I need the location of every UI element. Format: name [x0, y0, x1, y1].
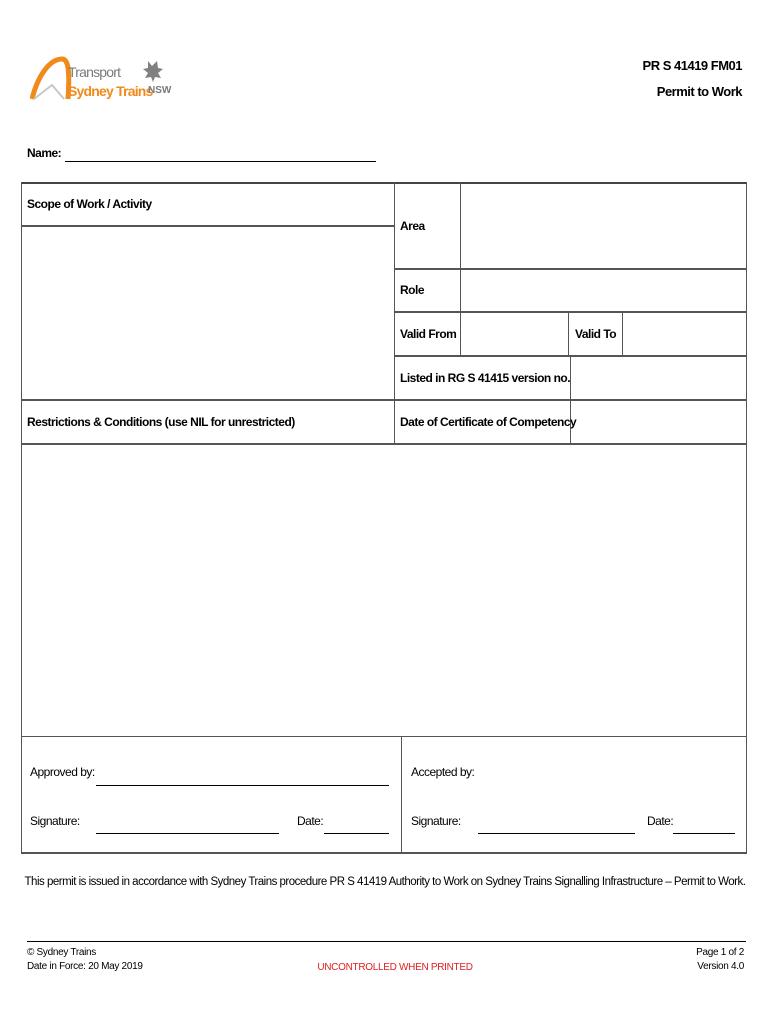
logo-transport-text: Transport: [68, 64, 121, 80]
table-right-border: [746, 182, 747, 852]
permit-statement: This permit is issued in accordance with Sydney Trains procedure PR S 41419 Authority to Work on Sydney Trains Signalling Infrastructure – Permit to Work.: [24, 876, 746, 888]
scope-underline: [21, 225, 394, 227]
document-title: Permit to Work: [656, 84, 742, 99]
footer-page-number: Page 1 of 2: [696, 947, 744, 958]
approver-signature-label: Signature:: [30, 814, 80, 828]
acceptor-signature-line[interactable]: [478, 833, 635, 834]
valid-from-input[interactable]: [461, 313, 568, 354]
uncontrolled-notice: UNCONTROLLED WHEN PRINTED: [317, 962, 473, 973]
logo-nsw-text: NSW: [148, 85, 172, 96]
listed-version-input[interactable]: [571, 357, 745, 398]
name-label: Name:: [27, 146, 62, 160]
valid-from-label: Valid From: [400, 327, 457, 341]
valid-to-label: Valid To: [575, 327, 617, 341]
acceptor-date-label: Date:: [647, 814, 674, 828]
approval-top-border: [21, 736, 746, 737]
listed-version-label: Listed in RG S 41415 version no.: [400, 371, 571, 385]
footer-date-in-force: Date in Force: 20 May 2019: [27, 961, 143, 972]
name-input-line[interactable]: [65, 161, 376, 162]
logo-sydney-trains-text: Sydney Trains: [68, 83, 153, 99]
document-id: PR S 41419 FM01: [642, 58, 742, 73]
table-bottom-border: [21, 852, 747, 854]
certificate-date-label: Date of Certificate of Competency: [400, 415, 577, 429]
scope-label: Scope of Work / Activity: [27, 197, 152, 211]
approval-divider: [401, 736, 402, 852]
restrictions-label: Restrictions & Conditions (use NIL for unrestricted): [27, 415, 295, 429]
approved-by-input-line[interactable]: [96, 785, 389, 786]
approver-signature-line[interactable]: [96, 833, 279, 834]
footer-copyright: © Sydney Trains: [27, 947, 97, 958]
accepted-by-label: Accepted by:: [411, 765, 475, 779]
area-label: Area: [400, 219, 425, 233]
approved-by-label: Approved by:: [30, 765, 95, 779]
acceptor-date-line[interactable]: [673, 833, 735, 834]
footer-rule: [27, 941, 746, 942]
valid-to-left-divider: [568, 312, 569, 355]
approver-date-label: Date:: [297, 814, 324, 828]
footer-version: Version 4.0: [697, 961, 744, 972]
area-input[interactable]: [461, 184, 745, 267]
scope-input-area[interactable]: [22, 228, 393, 398]
footer-right: [696, 946, 744, 974]
valid-to-input[interactable]: [623, 313, 745, 354]
restrictions-bottom-border: [21, 443, 746, 445]
acceptor-signature-label: Signature:: [411, 814, 461, 828]
certificate-date-input[interactable]: [571, 401, 745, 442]
sydney-trains-logo: [30, 55, 180, 105]
role-input[interactable]: [461, 270, 745, 311]
restrictions-input-area[interactable]: [22, 446, 745, 734]
role-label: Role: [400, 283, 425, 297]
approver-date-line[interactable]: [324, 833, 389, 834]
